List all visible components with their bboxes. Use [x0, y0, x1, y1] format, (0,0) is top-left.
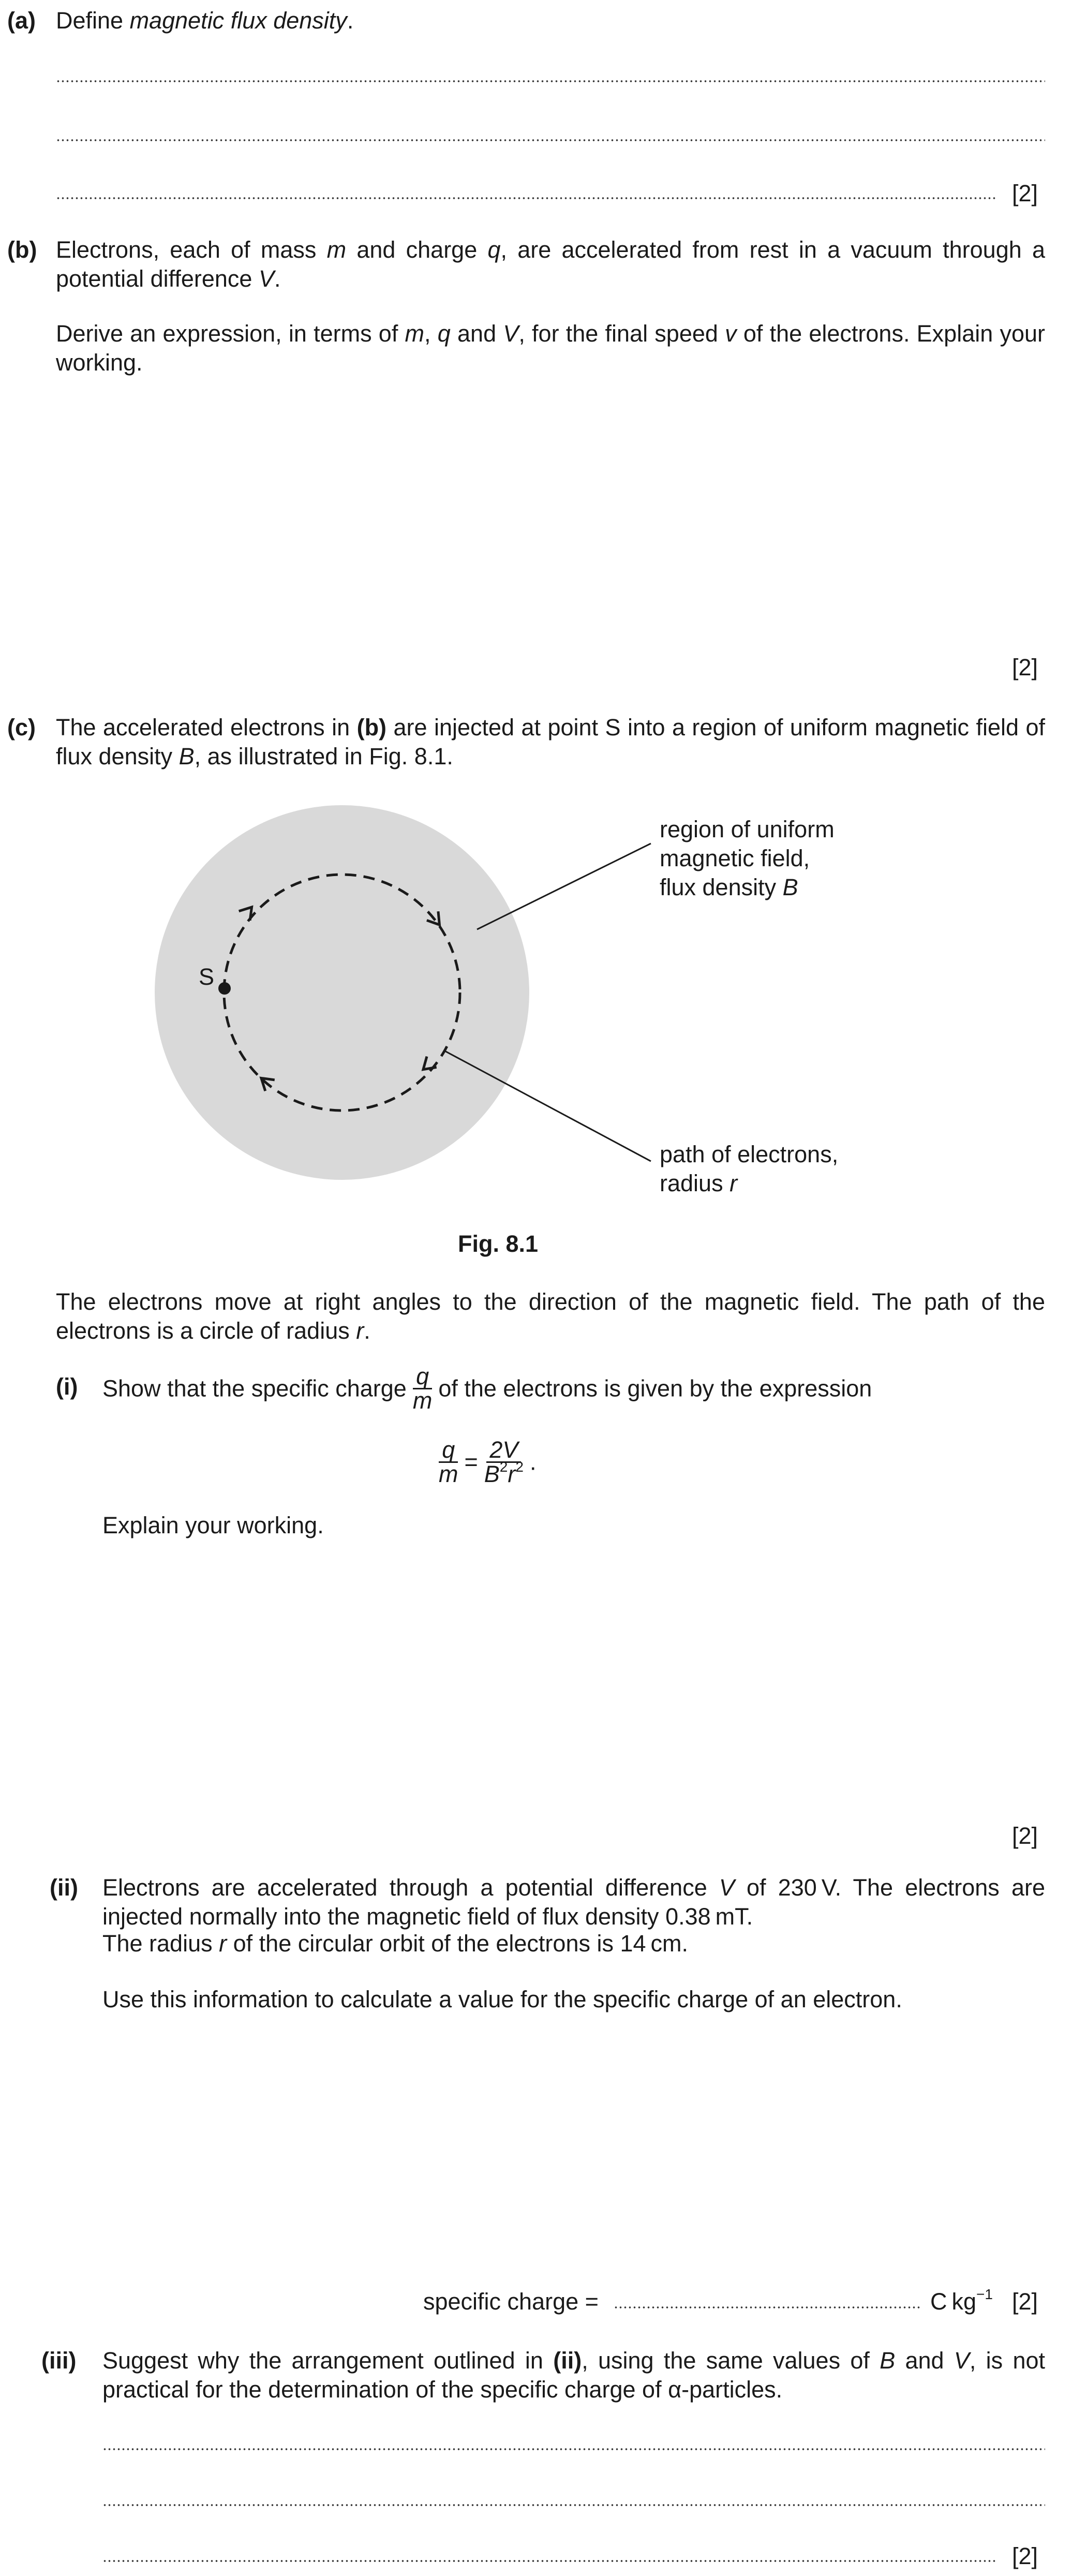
var-v: V	[503, 320, 519, 347]
text: , for the final speed	[518, 320, 725, 347]
answer-line-a1[interactable]	[56, 80, 1045, 83]
var-r: r	[219, 1930, 227, 1957]
region-label-line-3	[660, 874, 798, 900]
var-m: m	[326, 236, 347, 263]
text: , using the same values of	[582, 2347, 880, 2374]
part-a-text-prefix: Define	[56, 7, 130, 34]
part-c-ii-marks: [2]	[1012, 2288, 1038, 2315]
text: .	[274, 265, 281, 292]
figure-8-1	[0, 776, 1087, 1201]
text: and	[895, 2347, 954, 2374]
var-b: B	[178, 743, 195, 769]
text: of the electrons is given by the expression	[438, 1375, 872, 1402]
text: , as illustrated in Fig. 8.1.	[194, 743, 453, 769]
text: , are accelerated from rest in a vacuum through a potential difference	[56, 236, 1045, 292]
path-label-line-1: path of electrons,	[660, 1141, 839, 1167]
part-b-label: (b)	[7, 236, 37, 263]
var-r: r	[356, 1317, 364, 1344]
text: The accelerated electrons in	[56, 714, 357, 741]
var-q: q	[487, 236, 501, 263]
specific-charge-answer-label: specific charge =	[423, 2288, 599, 2315]
part-a-label: (a)	[7, 7, 36, 34]
part-c-iii-marks: [2]	[1012, 2543, 1038, 2569]
answer-line-iii-3[interactable]	[102, 2559, 996, 2563]
text: ,	[424, 320, 438, 347]
point-s-marker	[218, 982, 231, 995]
text: and charge	[346, 236, 488, 263]
point-s-label: S	[199, 964, 215, 990]
part-c-i-marks: [2]	[1012, 1823, 1038, 1849]
answer-line-a2[interactable]	[56, 139, 1045, 142]
part-a-marks: [2]	[1012, 180, 1038, 206]
unit: C kg	[930, 2288, 977, 2315]
text: flux density	[660, 874, 783, 900]
text: .	[364, 1317, 370, 1344]
region-leader-line	[477, 843, 651, 929]
text: of the circular orbit of the electrons is 14 cm.	[227, 1930, 689, 1957]
var-speed: v	[725, 320, 737, 347]
var-v: V	[719, 1874, 735, 1901]
denominator	[481, 1459, 527, 1487]
text: Show that the specific charge	[102, 1375, 407, 1402]
part-c-i-explain: Explain your working.	[102, 1512, 324, 1538]
text: radius	[660, 1170, 730, 1196]
specific-charge-unit	[930, 2287, 993, 2316]
text: Suggest why the arrangement outlined in	[102, 2347, 554, 2374]
part-b-paragraph-2	[56, 319, 1045, 377]
text: Electrons, each of mass	[56, 236, 327, 263]
var-r: r	[508, 1461, 516, 1487]
var-q: q	[413, 1365, 432, 1389]
part-c-paragraph	[56, 1287, 1045, 1345]
figure-caption: Fig. 8.1	[458, 1231, 539, 1257]
part-a-term: magnetic flux density	[129, 7, 347, 34]
part-c-i-question	[102, 1365, 872, 1412]
numerator: 2V	[486, 1439, 521, 1463]
part-a-text-suffix: .	[347, 7, 354, 34]
magnetic-field-region	[155, 805, 529, 1180]
part-c-iii-label: (iii)	[41, 2347, 77, 2374]
answer-line-a3[interactable]	[56, 197, 996, 200]
equation-lhs	[436, 1439, 461, 1486]
text: of the electrons. Explain your working.	[56, 320, 1045, 376]
text: are injected at point S into a region of uniform magnetic field of flux density	[56, 714, 1045, 769]
text: The radius	[102, 1930, 219, 1957]
part-b-paragraph-1	[56, 235, 1045, 293]
var-m: m	[412, 1387, 433, 1414]
var-b: B	[782, 874, 798, 900]
var-r: r	[729, 1170, 738, 1196]
text: and	[450, 320, 503, 347]
text: Derive an expression, in terms of	[56, 320, 405, 347]
part-c-i-label: (i)	[56, 1373, 78, 1400]
text: Electrons are accelerated through a potential difference	[102, 1874, 719, 1901]
var-m: m	[405, 320, 425, 347]
region-label-line-2: magnetic field,	[660, 845, 810, 871]
answer-line-iii-2[interactable]	[102, 2504, 1045, 2507]
part-c-iii-question	[102, 2346, 1045, 2404]
part-a-question	[56, 6, 353, 35]
part-c-ii-line-2	[102, 1929, 688, 1958]
ref-b: (b)	[356, 714, 387, 741]
text: The electrons move at right angles to the direction of the magnetic field. The path of the electrons is a circle of radius	[56, 1289, 1045, 1344]
exponent: 2	[499, 1459, 508, 1475]
equals-sign: =	[464, 1448, 478, 1475]
ref-ii: (ii)	[553, 2347, 582, 2374]
exponent: 2	[515, 1459, 524, 1475]
equation-period: .	[529, 1448, 537, 1475]
path-label-line-2	[660, 1170, 738, 1196]
text: , is not practical for the determination of the specific charge of α-particles.	[102, 2347, 1045, 2403]
specific-charge-equation	[433, 1439, 536, 1486]
var-q: q	[437, 320, 451, 347]
answer-line-iii-1[interactable]	[102, 2448, 1045, 2451]
part-c-ii-label: (ii)	[50, 1874, 78, 1901]
var-m: m	[439, 1461, 458, 1487]
unit-exponent: −1	[976, 2286, 993, 2302]
var-v: V	[954, 2347, 970, 2374]
part-c-label: (c)	[7, 714, 36, 741]
part-b-marks: [2]	[1012, 654, 1038, 680]
text: of 230 V. The electrons are injected normally into the magnetic field of flux density 0.38 mT.	[102, 1874, 1045, 1930]
specific-charge-answer-field[interactable]	[614, 2306, 920, 2309]
part-c-ii-line-1	[102, 1873, 1045, 1931]
var-q: q	[439, 1439, 458, 1463]
region-label-line-1: region of uniform	[660, 816, 835, 842]
var-v: V	[258, 265, 274, 292]
var-b: B	[484, 1461, 500, 1487]
equation-rhs	[481, 1439, 527, 1486]
var-b: B	[880, 2347, 896, 2374]
part-c-ii-line-3: Use this information to calculate a value for the specific charge of an electron.	[102, 1986, 902, 2012]
specific-charge-fraction	[410, 1365, 436, 1412]
part-c-intro	[56, 713, 1045, 771]
